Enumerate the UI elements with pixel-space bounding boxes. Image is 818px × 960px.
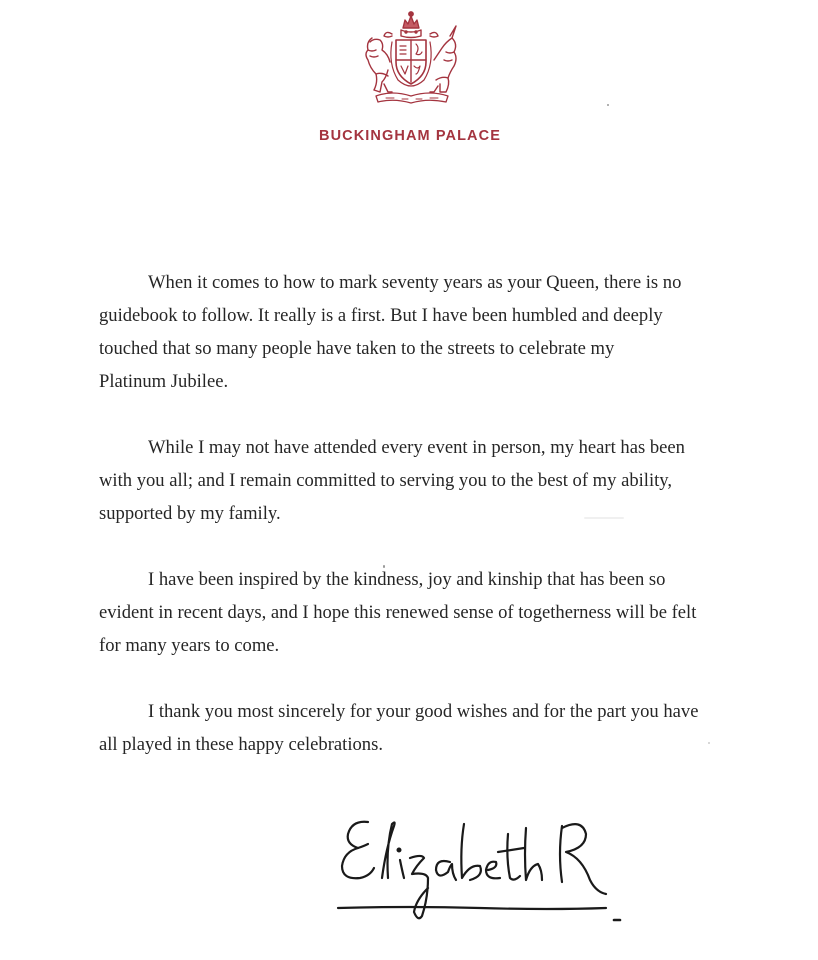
- letter-paragraph: I have been inspired by the kindness, joy and kinship that has been so evident in recent days, and I hope this renewed sense of togetherness will be felt for many years to come.: [99, 569, 697, 656]
- letterhead-title: [0, 128, 818, 144]
- letter-paragraph: When it comes to how to mark seventy years as your Queen, there is no guidebook to follow. It really is a first. But I have been humbled and deeply touched that so many people have taken to the streets to celebrate my Platinum Jubilee.: [99, 272, 682, 392]
- handwritten-signature-icon: [330, 808, 630, 928]
- scan-speck: [584, 517, 624, 519]
- scan-speck: [607, 104, 609, 106]
- scan-speck: [708, 742, 710, 744]
- royal-coat-of-arms-icon: [358, 8, 464, 106]
- letter-body: [99, 266, 729, 794]
- scan-speck: [383, 565, 385, 568]
- letter-paragraph: I thank you most sincerely for your good wishes and for the part you have all played in these happy celebrations.: [99, 701, 699, 755]
- letterhead-title-text: BUCKINGHAM PALACE: [319, 128, 501, 144]
- letter-paragraph: While I may not have attended every event in person, my heart has been with you all; and I remain committed to serving you to the best of my ability, supported by my family.: [99, 437, 685, 524]
